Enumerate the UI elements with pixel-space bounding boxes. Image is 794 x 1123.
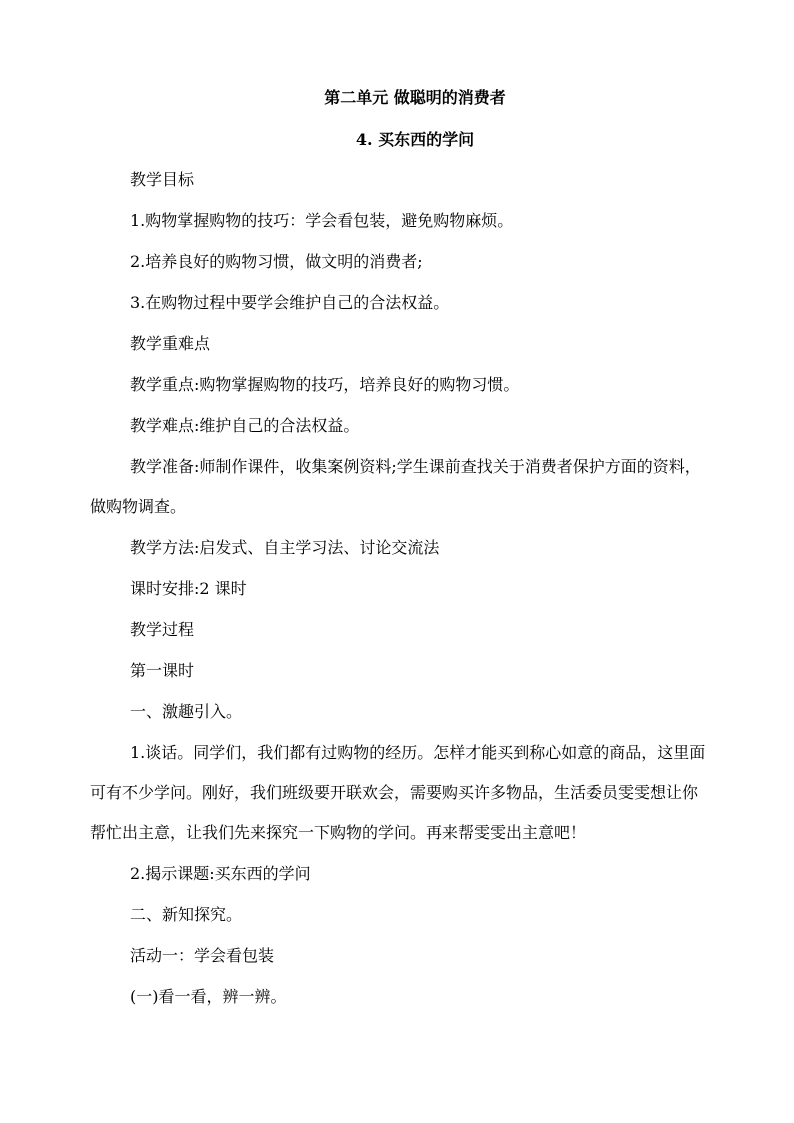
step-heading: 二、新知探究。 [130,905,243,924]
difficulty-paragraph: 教学难点:维护自己的合法权益。 [130,416,360,435]
section-heading-key-points: 教学重难点 [130,334,211,353]
section-heading-objectives: 教学目标 [130,170,195,189]
talk-paragraph: 1.谈话。同学们，我们都有过购物的经历。怎样才能买到称心如意的商品，这里面可有不少学问。刚好，我们班级要开联欢会，需要购买许多物品，生活委员雯雯想让你帮忙出主意，让我们先来探究一下购物的学问。再来帮雯雯出主意吧！ [90,743,706,842]
unit-title: 第二单元 做聪明的消费者 [324,88,506,107]
preparation-paragraph: 教学准备:师制作课件，收集案例资料;学生课前查找关于消费者保护方面的资料，做购物调查。 [90,457,701,516]
step-heading: 一、激趣引入。 [130,702,243,721]
document-body [90,168,712,1026]
key-point-paragraph: 教学重点:购物掌握购物的技巧，培养良好的购物习惯。 [130,375,520,394]
schedule-paragraph: 课时安排:2 课时 [130,579,247,598]
objective-item: 3.在购物过程中要学会维护自己的合法权益。 [130,293,450,312]
objective-item: 2.培养良好的购物习惯，做文明的消费者; [130,252,423,271]
objective-item: 1.购物掌握购物的技巧：学会看包装，避免购物麻烦。 [130,211,514,230]
section-heading-process: 教学过程 [130,620,195,639]
lesson-title: 4. 买东西的学问 [355,130,475,149]
sub-activity-heading: (一)看一看，辨一辨。 [130,987,287,1006]
method-paragraph: 教学方法:启发式、自主学习法、讨论交流法 [130,538,440,557]
activity-heading: 活动一：学会看包装 [130,946,275,965]
topic-paragraph: 2.揭示课题:买东西的学问 [130,864,311,883]
lesson-period-heading: 第一课时 [130,661,195,680]
